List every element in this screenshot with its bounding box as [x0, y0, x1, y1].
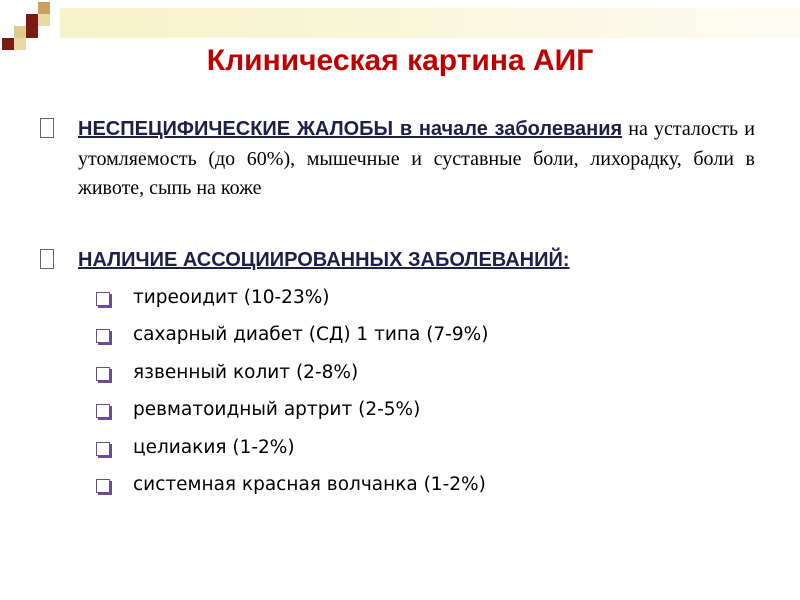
complaints-paragraph — [78, 115, 755, 204]
decorative-checker-logo — [0, 0, 60, 50]
checkbox-bullet-icon — [96, 367, 110, 381]
associated-diseases-list — [78, 283, 755, 508]
list-item: сахарный диабет (СД) 1 типа (7-9%) — [96, 320, 755, 358]
checkbox-bullet-icon — [96, 292, 110, 306]
main-bullet-item-associated — [40, 246, 755, 508]
list-item: целиакия (1-2%) — [96, 433, 755, 471]
checkbox-bullet-icon — [96, 404, 110, 418]
checker-square — [38, 2, 50, 14]
associated-heading: НАЛИЧИЕ АССОЦИИРОВАННЫХ ЗАБОЛЕВАНИЙ: — [78, 248, 570, 271]
square-bullet-icon — [40, 118, 54, 138]
list-item: язвенный колит (2-8%) — [96, 358, 755, 396]
checkbox-bullet-icon — [96, 442, 110, 456]
slide-content — [40, 115, 755, 508]
list-item: тиреоидит (10-23%) — [96, 283, 755, 321]
checkbox-bullet-icon — [96, 479, 110, 493]
header-band — [60, 8, 800, 38]
checker-square — [26, 26, 38, 38]
checkbox-bullet-icon — [96, 329, 110, 343]
main-bullet-item-complaints — [40, 115, 755, 204]
list-item: системная красная волчанка (1-2%) — [96, 470, 755, 508]
checker-square — [14, 26, 26, 38]
checker-square — [26, 14, 38, 26]
square-bullet-icon — [40, 249, 54, 269]
checker-square — [38, 14, 50, 26]
list-item: ревматоидный артрит (2-5%) — [96, 395, 755, 433]
complaints-heading: НЕСПЕЦИФИЧЕСКИЕ ЖАЛОБЫ в начале заболевания — [78, 118, 623, 140]
slide-title: Клиническая картина АИГ — [206, 44, 594, 77]
complaints-text: на усталость и утомляемость (до 60%), мышечные и суставные боли, лихорадку, боли в животе, сыпь на коже — [78, 118, 755, 199]
